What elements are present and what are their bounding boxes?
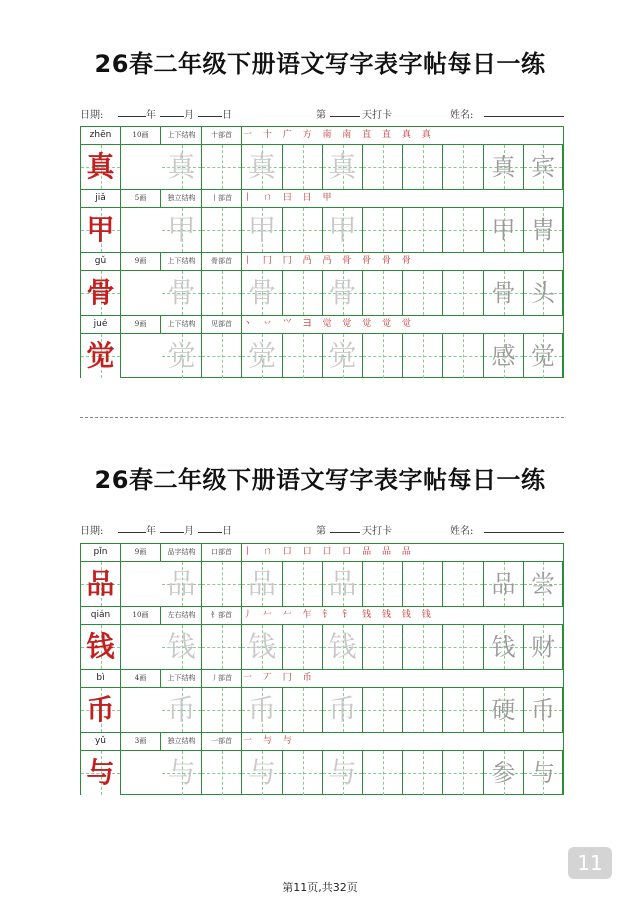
practice-cell[interactable] <box>363 751 403 795</box>
radical: 丿部首 <box>202 670 242 687</box>
page-indicator: 第11页,共32页 <box>282 881 358 894</box>
practice-cell[interactable] <box>484 562 524 606</box>
practice-cell[interactable] <box>484 145 524 189</box>
char-info-row <box>81 190 563 208</box>
trace-char: 钱 <box>491 633 516 661</box>
practice-cell[interactable] <box>443 271 484 315</box>
practice-cell[interactable] <box>443 625 484 669</box>
practice-cell[interactable] <box>484 751 524 795</box>
practice-cell[interactable] <box>403 271 443 315</box>
trace-char: 甲 <box>247 213 276 246</box>
practice-cell[interactable] <box>403 208 443 252</box>
practice-cell[interactable] <box>283 145 323 189</box>
stroke-order: 一 丆 冂 币 <box>243 673 316 683</box>
char-practice-row <box>81 751 563 796</box>
model-char-cell <box>81 625 121 669</box>
trace-char: 真 <box>167 150 196 183</box>
char-practice-row <box>81 271 563 316</box>
checkin-label: 天打卡 <box>362 526 392 537</box>
radical: 丨部首 <box>202 190 242 207</box>
practice-cell[interactable] <box>162 751 202 795</box>
radical: 十部首 <box>202 127 242 144</box>
pinyin: jué <box>81 316 121 333</box>
stroke-count: 5画 <box>121 190 161 207</box>
practice-cell[interactable] <box>403 625 443 669</box>
model-char-cell <box>81 271 121 315</box>
date-label: 日期: <box>80 110 104 121</box>
trace-char: 钱 <box>247 630 276 663</box>
trace-char: 真 <box>247 150 276 183</box>
practice-cell[interactable] <box>283 751 323 795</box>
practice-cell[interactable] <box>162 562 202 606</box>
practice-cell[interactable] <box>162 688 202 732</box>
practice-cell[interactable] <box>202 208 242 252</box>
practice-cell[interactable] <box>283 208 323 252</box>
practice-cell[interactable] <box>524 334 563 378</box>
char-practice-row <box>81 625 563 670</box>
pinyin: jiǎ <box>81 190 121 207</box>
structure: 上下结构 <box>162 253 202 270</box>
practice-cell[interactable] <box>283 334 323 378</box>
trace-char: 币 <box>247 693 276 726</box>
char-info-row <box>81 316 563 334</box>
trace-char: 觉 <box>531 342 555 370</box>
model-char-cell <box>81 751 121 795</box>
char-practice-row <box>81 562 563 607</box>
practice-cell[interactable] <box>363 688 403 732</box>
model-char: 品 <box>86 567 115 600</box>
practice-cell[interactable] <box>443 145 484 189</box>
char-practice-row <box>81 208 563 253</box>
trace-char: 品 <box>328 567 357 600</box>
year-label: 年 <box>146 110 156 121</box>
practice-cell[interactable] <box>283 688 323 732</box>
practice-cell[interactable] <box>162 625 202 669</box>
month-label: 月 <box>184 110 194 121</box>
trace-char: 甲 <box>491 216 516 244</box>
structure: 品字结构 <box>162 544 202 561</box>
stroke-order: 丿 𠂉 𠂉 乍 钅 钅 钱 钱 钱 钱 <box>243 610 435 620</box>
stroke-count: 3画 <box>121 733 161 750</box>
page-badge: 11 <box>568 847 612 879</box>
practice-cell[interactable] <box>403 688 443 732</box>
pinyin: pǐn <box>81 544 121 561</box>
day-label: 日 <box>222 110 232 121</box>
trace-char: 真 <box>491 153 516 181</box>
char-practice-row <box>81 334 563 379</box>
practice-cell[interactable] <box>242 145 283 189</box>
practice-cell[interactable] <box>242 271 283 315</box>
practice-cell[interactable] <box>323 688 363 732</box>
char-practice-row <box>81 145 563 190</box>
practice-cell[interactable] <box>202 145 242 189</box>
pinyin: zhēn <box>81 127 121 144</box>
practice-cell[interactable] <box>162 334 202 378</box>
practice-cell[interactable] <box>524 751 563 795</box>
practice-cell[interactable] <box>202 688 242 732</box>
practice-cell[interactable] <box>484 208 524 252</box>
model-char: 币 <box>86 693 115 726</box>
model-char-cell <box>81 688 121 732</box>
practice-cell[interactable] <box>242 625 283 669</box>
stroke-order: 丨 冂 冂 冎 冎 骨 骨 骨 骨 <box>243 256 415 266</box>
char-info-row <box>81 127 563 145</box>
practice-cell[interactable] <box>443 751 484 795</box>
practice-cell[interactable] <box>323 145 363 189</box>
stroke-order: 一 与 与 <box>243 736 296 746</box>
practice-cell[interactable] <box>283 271 323 315</box>
practice-cell[interactable] <box>363 271 403 315</box>
trace-char: 与 <box>328 756 357 789</box>
pinyin: bì <box>81 670 121 687</box>
page-title: 26春二年级下册语文写字表字帖每日一练 <box>94 50 546 78</box>
page-title: 26春二年级下册语文写字表字帖每日一练 <box>94 466 546 494</box>
header-fields <box>80 106 564 122</box>
practice-cell[interactable] <box>524 208 563 252</box>
practice-cell[interactable] <box>323 334 363 378</box>
char-practice-row <box>81 688 563 733</box>
stroke-order: 丨 ㄇ 口 口 口 口 品 品 品 <box>243 547 415 557</box>
char-info-row <box>81 670 563 688</box>
model-char: 甲 <box>86 213 115 246</box>
model-char: 觉 <box>86 339 115 372</box>
practice-cell[interactable] <box>484 688 524 732</box>
trace-char: 骨 <box>491 279 516 307</box>
trace-char: 硬 <box>491 696 516 724</box>
practice-cell[interactable] <box>323 562 363 606</box>
practice-cell[interactable] <box>202 751 242 795</box>
char-info-row <box>81 253 563 271</box>
model-char-cell <box>81 334 121 378</box>
practice-cell[interactable] <box>484 625 524 669</box>
name-label: 姓名: <box>450 526 474 537</box>
trace-char: 品 <box>491 570 516 598</box>
model-char-cell <box>81 562 121 606</box>
stroke-order: 丶 丷 ⺍ 𫜹 觉 觉 觉 觉 觉 <box>243 319 415 329</box>
trace-char: 骨 <box>247 276 276 309</box>
char-info-row <box>81 607 563 625</box>
practice-cell[interactable] <box>202 562 242 606</box>
trace-char: 头 <box>531 279 555 307</box>
char-info-row <box>81 544 563 562</box>
practice-cell[interactable] <box>363 625 403 669</box>
practice-cell[interactable] <box>524 688 563 732</box>
trace-char: 与 <box>531 759 555 787</box>
practice-cell[interactable] <box>524 625 563 669</box>
trace-char: 觉 <box>167 339 196 372</box>
structure: 独立结构 <box>162 733 202 750</box>
practice-cell[interactable] <box>242 334 283 378</box>
pinyin: yǔ <box>81 733 121 750</box>
stroke-count: 9画 <box>121 544 161 561</box>
pinyin: qián <box>81 607 121 624</box>
day-label: 日 <box>222 526 232 537</box>
date-label: 日期: <box>80 526 104 537</box>
structure: 上下结构 <box>162 670 202 687</box>
radical: 见部首 <box>202 316 242 333</box>
practice-grid <box>80 126 564 378</box>
practice-cell[interactable] <box>363 334 403 378</box>
practice-cell[interactable] <box>443 208 484 252</box>
stroke-order: 一 十 广 方 南 南 直 直 真 真 <box>243 130 435 140</box>
practice-cell[interactable] <box>242 208 283 252</box>
pinyin: gǔ <box>81 253 121 270</box>
header-fields <box>80 522 564 538</box>
trace-char: 真 <box>328 150 357 183</box>
practice-cell[interactable] <box>403 145 443 189</box>
trace-char: 宾 <box>531 153 555 181</box>
model-char: 钱 <box>86 630 115 663</box>
name-label: 姓名: <box>450 110 474 121</box>
year-label: 年 <box>146 526 156 537</box>
stroke-count: 9画 <box>121 253 161 270</box>
trace-char: 财 <box>531 633 555 661</box>
practice-cell[interactable] <box>484 334 524 378</box>
radical: 口部首 <box>202 544 242 561</box>
practice-cell[interactable] <box>162 145 202 189</box>
practice-cell[interactable] <box>283 625 323 669</box>
di-label: 第 <box>316 526 326 537</box>
practice-cell[interactable] <box>363 145 403 189</box>
practice-grid <box>80 543 564 795</box>
trace-char: 币 <box>328 693 357 726</box>
practice-cell[interactable] <box>524 271 563 315</box>
practice-cell[interactable] <box>443 688 484 732</box>
practice-cell[interactable] <box>443 562 484 606</box>
trace-char: 品 <box>167 567 196 600</box>
practice-cell[interactable] <box>524 145 563 189</box>
trace-char: 甲 <box>328 213 357 246</box>
practice-cell[interactable] <box>484 271 524 315</box>
practice-cell[interactable] <box>323 751 363 795</box>
practice-cell[interactable] <box>403 751 443 795</box>
practice-cell[interactable] <box>242 751 283 795</box>
practice-cell[interactable] <box>403 562 443 606</box>
practice-cell[interactable] <box>242 688 283 732</box>
trace-char: 觉 <box>247 339 276 372</box>
stroke-count: 10画 <box>121 127 161 144</box>
radical: 钅部首 <box>202 607 242 624</box>
practice-cell[interactable] <box>162 208 202 252</box>
trace-char: 与 <box>167 756 196 789</box>
month-label: 月 <box>184 526 194 537</box>
structure: 上下结构 <box>162 316 202 333</box>
practice-cell[interactable] <box>443 334 484 378</box>
stroke-count: 9画 <box>121 316 161 333</box>
practice-cell[interactable] <box>202 271 242 315</box>
section-divider <box>80 417 564 418</box>
practice-cell[interactable] <box>524 562 563 606</box>
practice-cell[interactable] <box>162 271 202 315</box>
structure: 独立结构 <box>162 190 202 207</box>
trace-char: 尝 <box>531 570 555 598</box>
trace-char: 骨 <box>328 276 357 309</box>
stroke-count: 4画 <box>121 670 161 687</box>
practice-cell[interactable] <box>323 625 363 669</box>
practice-cell[interactable] <box>202 334 242 378</box>
model-char: 与 <box>86 756 115 789</box>
model-char-cell <box>81 145 121 189</box>
practice-cell[interactable] <box>323 208 363 252</box>
trace-char: 甲 <box>167 213 196 246</box>
trace-char: 币 <box>167 693 196 726</box>
trace-char: 参 <box>491 759 516 787</box>
trace-char: 胄 <box>531 216 555 244</box>
structure: 上下结构 <box>162 127 202 144</box>
char-info-row <box>81 733 563 751</box>
practice-cell[interactable] <box>242 562 283 606</box>
trace-char: 品 <box>247 567 276 600</box>
trace-char: 骨 <box>167 276 196 309</box>
structure: 左右结构 <box>162 607 202 624</box>
model-char: 骨 <box>86 276 115 309</box>
checkin-label: 天打卡 <box>362 110 392 121</box>
trace-char: 觉 <box>328 339 357 372</box>
trace-char: 钱 <box>328 630 357 663</box>
practice-cell[interactable] <box>363 208 403 252</box>
trace-char: 与 <box>247 756 276 789</box>
practice-cell[interactable] <box>283 562 323 606</box>
practice-cell[interactable] <box>363 562 403 606</box>
stroke-count: 10画 <box>121 607 161 624</box>
stroke-order: 丨 ㄇ 曰 日 甲 <box>243 193 336 203</box>
radical: 骨部首 <box>202 253 242 270</box>
practice-cell[interactable] <box>202 625 242 669</box>
model-char: 真 <box>86 150 115 183</box>
radical: 一部首 <box>202 733 242 750</box>
trace-char: 感 <box>491 342 516 370</box>
trace-char: 币 <box>531 696 555 724</box>
practice-cell[interactable] <box>403 334 443 378</box>
trace-char: 钱 <box>167 630 196 663</box>
practice-cell[interactable] <box>323 271 363 315</box>
model-char-cell <box>81 208 121 252</box>
di-label: 第 <box>316 110 326 121</box>
